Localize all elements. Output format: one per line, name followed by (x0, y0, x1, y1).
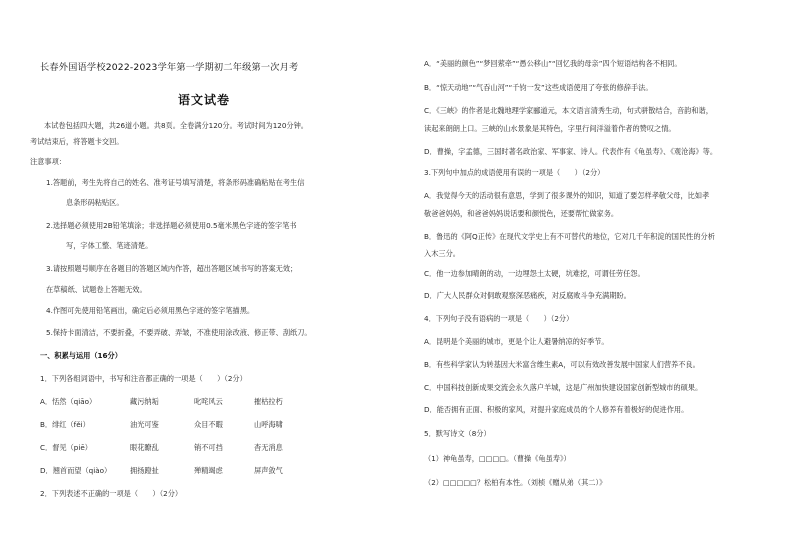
q2-option-a: A．“美丽的颜色”“梦回萦牵”“愚公移山”“回忆我的母亲”四个短语结构各不相同。 (424, 59, 682, 68)
q1-option-word: 油光可鉴 (130, 420, 159, 429)
q1-option-word: 屏声敛气 (254, 466, 283, 475)
q1-option-row (40, 466, 380, 476)
q1-option-word: 销不可挡 (194, 443, 223, 452)
q2-option-c-line1: C．《三峡》的作者是北魏地理学家郦道元，本文语言清秀生动，句式骈散结合，音韵和谐， (424, 106, 713, 115)
q1-option-word: 拥扬蹬扯 (130, 466, 159, 475)
q2-option-d: D．曹操，字孟德，三国时著名政治家、军事家、诗人。代表作有《龟虽寿》、《观沧海》等。 (424, 147, 718, 156)
notice-3b: 在草稿纸、试题卷上答题无效。 (46, 285, 147, 294)
section-1-heading: 一、积累与运用（16分） (40, 351, 122, 360)
q1-option-row (40, 443, 380, 453)
q1-option-word: 杳无消息 (254, 443, 283, 452)
q4-option-d: D．能否拥有正面、积极的家风，对提升家庭成员的个人修养有着极好的促进作用。 (424, 405, 689, 414)
q3-option-b-line1: B．鲁迅的《阿Q正传》在现代文学史上有不可替代的地位，它对几千年积淀的国民性的分析 (424, 232, 715, 241)
q1-option-label: C．督见（piē） (40, 443, 92, 452)
q3-option-d: D．广大人民群众对侗敢观察深恶痛疾，对反腐败斗争充满期盼。 (424, 291, 631, 300)
intro-text-2: 考试结束后，将答题卡交回。 (30, 137, 124, 146)
q5-item-2: （2）□□□□□？松柏有本性。（刘桢《赠从弟（其二）》 (424, 478, 607, 487)
question-4: 4．下列句子没有语病的一项是（ ）（2分） (424, 314, 574, 323)
intro-text-1: 本试卷包括四大题，共26道小题。共8页。全卷满分120分。考试时间为120分钟。 (44, 121, 308, 130)
notice-4: 4.作图可先使用铅笔画出，确定后必须用黑色字迹的签字笔描黑。 (46, 306, 255, 315)
q3-option-b-line2: 入木三分。 (424, 249, 460, 258)
notice-2b: 写，字体工整、笔迹清楚。 (66, 241, 153, 250)
notice-3a: 3.请按照题号顺序在各题目的答题区域内作答，超出答题区域书写的答案无效； (46, 264, 298, 273)
question-1: 1．下列各组词语中，书写和注音都正确的一项是（ ）（2分） (40, 374, 247, 383)
q1-option-word: 山呼海啸 (254, 420, 283, 429)
exam-title: 长春外国语学校2022-2023学年第一学期初二年级第一次月考 (40, 62, 299, 73)
notice-heading: 注意事项： (30, 157, 66, 166)
q1-option-row (40, 397, 380, 407)
question-2: 2．下列表述不正确的一项是（ ）（2分） (40, 489, 183, 498)
q1-option-label: A．恬然（qiāo） (40, 397, 97, 406)
q2-option-c-line2: 读起来朗朗上口。三峡的山水景象是其特色，字里行间洋溢着作者的赞叹之情。 (424, 124, 676, 133)
q3-option-a-line2: 敬爸爸妈妈，和爸爸妈妈说话要和颜悦色，还要帮忙做家务。 (424, 209, 619, 218)
q1-option-word: 藏污纳垢 (130, 397, 159, 406)
notice-1a: 1.答题前，考生先将自己的姓名、准考证号填写清楚，将条形码准确粘贴在考生信 (46, 178, 305, 187)
q1-option-row (40, 420, 380, 430)
question-5: 5．默写诗文（8分） (424, 429, 491, 438)
q1-option-word: 摧枯拉朽 (254, 397, 283, 406)
q1-option-word: 众目不暇 (194, 420, 223, 429)
q2-option-b: B．“惊天动地”“气吞山河”“千钧一发”这些成语使用了夸张的修辞手法。 (424, 83, 653, 92)
notice-5: 5.保持卡面清洁，不要折叠，不要弄破、弄皱，不准使用涂改液、修正带、刮纸刀。 (46, 328, 312, 337)
q1-option-word: 眼花瞭乱 (130, 443, 159, 452)
q1-option-word: 殚精竭虑 (194, 466, 223, 475)
q3-option-a-line1: A．我觉得今天的活动很有意思，学到了很多课外的知识，知道了要怎样孝敬父母，比如孝 (424, 191, 710, 200)
question-3: 3.下列句中加点的成语使用有误的一项是（ ）（2分） (424, 168, 605, 177)
notice-2a: 2.选择题必须使用2B铅笔填涂；非选择题必须使用0.5毫米黑色字迹的签字笔书 (46, 221, 297, 230)
q4-option-c: C．中国科技创新成果交流会永久落户羊城，这是广州加快建设国家创新型城市的硕果。 (424, 383, 703, 392)
subject-title: 语文试卷 (178, 93, 231, 107)
q3-option-c: C．他一边参加晴朗的动，一边埋怨土太硬，坑难挖，可谓任劳任怨。 (424, 269, 645, 278)
right-column (397, 0, 794, 560)
notice-1b: 息条形码粘贴区。 (66, 198, 124, 207)
q1-option-word: 叱咤风云 (194, 397, 223, 406)
q1-option-label: B．绯红（fěi） (40, 420, 90, 429)
q4-option-a: A．昆明是个美丽的城市，更是个让人避暑纳凉的好季节。 (424, 337, 609, 346)
q5-item-1: （1）神龟虽寿，□□□□。（曹操《龟虽寿》） (424, 454, 571, 463)
q4-option-b: B．有些科学家认为转基因大米富含维生素A，可以有效改善发展中国家人们营养不良。 (424, 360, 700, 369)
q1-option-label: D．翘首而望（qiào） (40, 466, 112, 475)
